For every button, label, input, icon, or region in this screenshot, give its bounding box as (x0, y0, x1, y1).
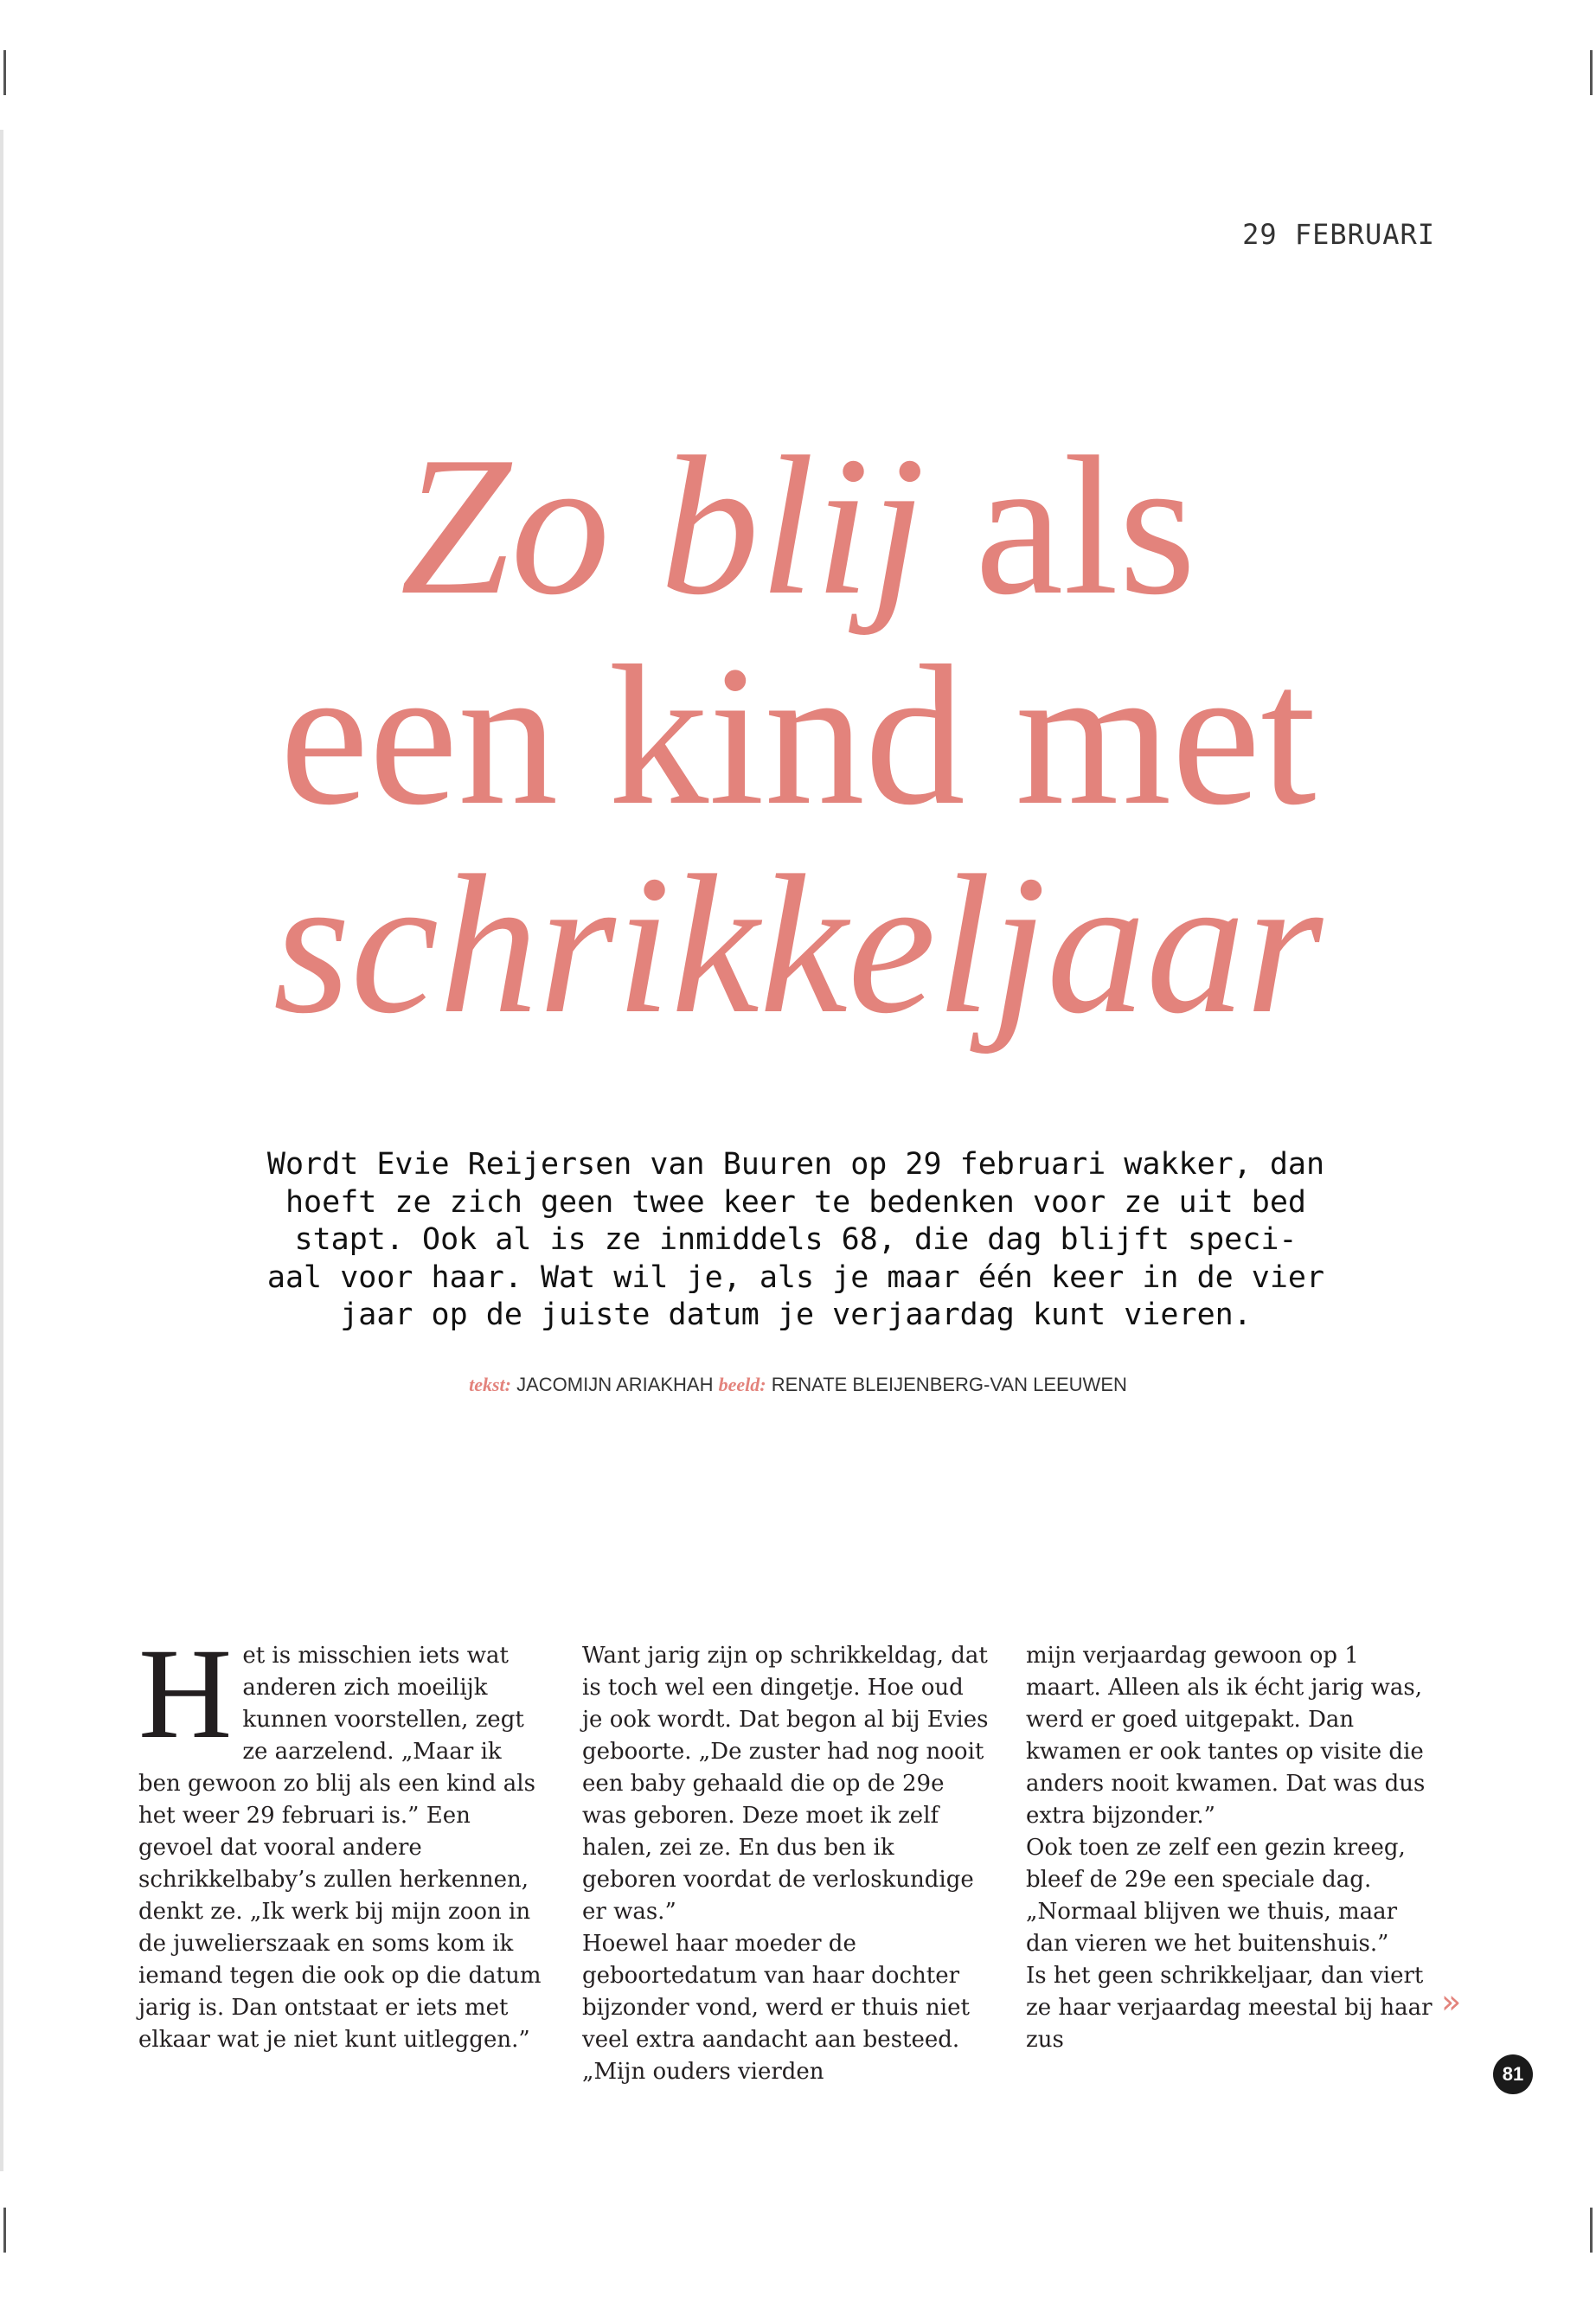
headline-line-3: schrikkeljaar (272, 834, 1324, 1054)
crop-mark-bottom-right (1590, 2208, 1593, 2253)
body-column-1 (138, 1622, 545, 2056)
crop-mark-top-right (1590, 50, 1593, 95)
intro-paragraph (251, 1146, 1341, 1335)
intro-line: hoeft ze zich geen twee keer te bedenken voor ze uit bed (285, 1184, 1307, 1220)
paragraph-text: et is misschien iets wat anderen zich moeilijk kunnen voorstellen, zegt ze aarzelend. „Maar ik ben gewoon zo blij als een kind als het weer 29 februari is.” Een gevoel dat vooral andere schrikkelbaby’s zullen herkennen, denkt ze. „Ik werk bij mijn zoon in de juwelierszaak en soms kom ik iemand tegen die ook op die datum jarig is. Dan ontstaat er iets met elkaar wat je niet kunt uitleggen.” (138, 1643, 542, 2053)
headline-line-1-rest: als (925, 415, 1196, 636)
body-column-2 (582, 1640, 989, 2088)
intro-line: Wordt Evie Reijersen van Buuren op 29 februari wakker, dan (266, 1147, 1325, 1182)
continue-arrow-icon: » (1441, 1983, 1462, 2021)
body-column-3 (1026, 1640, 1433, 2056)
crop-mark-bottom-left (3, 2208, 6, 2253)
section-tag: 29 FEBRUARI (1242, 218, 1435, 251)
credits (0, 1374, 1596, 1396)
credit-text-label: tekst: (469, 1374, 511, 1395)
intro-line: jaar op de juiste datum je verjaardag kunt vieren. (340, 1298, 1252, 1332)
headline-line-2: een kind met (279, 625, 1317, 847)
credit-image-author: RENATE BLEIJENBERG-VAN LEEUWEN (771, 1374, 1127, 1395)
headline-line-1 (0, 415, 1596, 636)
paragraph: Want jarig zijn op schrikkeldag, dat is toch wel een dingetje. Hoe oud je ook wordt. Dat begon al bij Evies geboorte. „De zuster had nog nooit een baby gehaald die op de 29e was geboren. Deze moet ik zelf halen, zei ze. En dus ben ik geboren voordat de verloskundige er was.” (582, 1643, 989, 1925)
headline-italic: Zo blij (400, 415, 926, 636)
headline (0, 415, 1596, 1054)
credit-text-author: JACOMIJN ARIAKHAH (516, 1374, 714, 1395)
crop-mark-top-left (3, 50, 6, 95)
paragraph: Ook toen ze zelf een gezin kreeg, bleef de 29e een speciale dag. „Normaal blijven we thuis, maar dan vieren we het buitenshuis.” (1026, 1835, 1406, 1957)
paragraph: mijn verjaardag gewoon op 1 maart. Alleen als ik écht jarig was, werd er goed uitgepakt. Dan kwamen er ook tantes op visite die anders nooit kwamen. Dat was dus extra bijzonder.” (1026, 1643, 1426, 1829)
paragraph: Is het geen schrikkeljaar, dan viert ze haar verjaardag meestal bij haar zus (1026, 1963, 1433, 2053)
credit-image-label: beeld: (718, 1374, 766, 1395)
paragraph: Hoewel haar moeder de geboortedatum van haar dochter bijzonder vond, werd er thuis niet veel extra aandacht aan besteed. „Mijn ouders vierden (582, 1931, 970, 2085)
drop-cap: H (138, 1622, 233, 1766)
intro-line: aal voor haar. Wat wil je, als je maar één keer in de vier (266, 1259, 1325, 1295)
paragraph (138, 1622, 545, 2056)
intro-line: stapt. Ook al is ze inmiddels 68, die dag blijft speci- (294, 1222, 1298, 1257)
page-number: 81 (1493, 2054, 1533, 2094)
